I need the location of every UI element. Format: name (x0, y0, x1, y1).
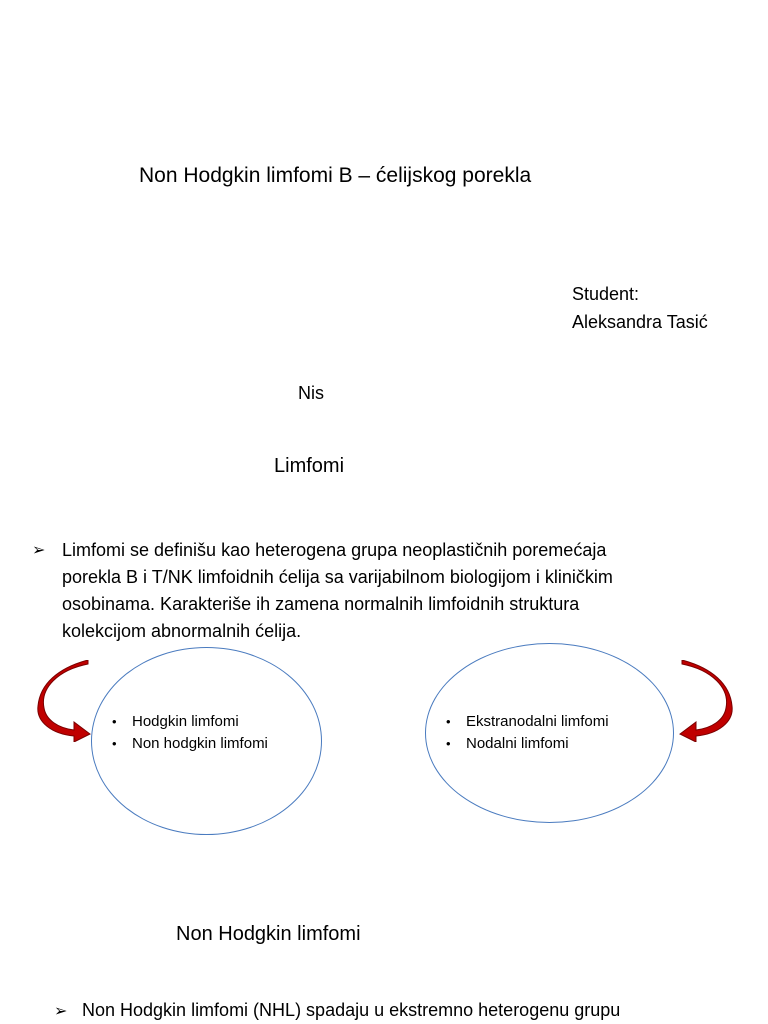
list-item (446, 733, 609, 755)
student-label: Student: (572, 284, 640, 304)
bullet-dot-icon: • (446, 736, 451, 751)
list-item-text: Ekstranodalni limfomi (466, 713, 609, 730)
section-title-nhl: Non Hodgkin limfomi (176, 923, 361, 945)
list-item-text: Non hodgkin limfomi (132, 735, 268, 752)
list-item-text: Nodalni limfomi (466, 735, 569, 752)
bullet-dot-icon: • (112, 714, 117, 729)
paragraph-line: Non Hodgkin limfomi (NHL) spadaju u ekstremno heterogenu grupu (82, 1000, 621, 1020)
city-label: Nis (298, 383, 324, 403)
bullet-list-right (446, 711, 609, 755)
paragraph-line: kolekcijom abnormalnih ćelija. (62, 621, 302, 641)
paragraph-line: porekla B i T/NK limfoidnih ćelija sa varijabilnom biologijom i kliničkim (62, 567, 613, 587)
curved-arrow-left-icon (36, 660, 92, 742)
definition-paragraph (32, 537, 752, 645)
student-name: Aleksandra Tasić (572, 312, 708, 332)
arrow-bullet-icon: ➢ (32, 542, 46, 559)
list-item-text: Hodgkin limfomi (132, 713, 239, 730)
student-info (572, 280, 708, 336)
list-item (112, 711, 268, 733)
nhl-paragraph (54, 1000, 620, 1021)
curved-arrow-right-icon (678, 660, 734, 742)
arrow-bullet-icon: ➢ (54, 1003, 68, 1020)
paragraph-line: Limfomi se definišu kao heterogena grupa neoplastičnih poremećaja (62, 540, 607, 560)
slide-title: Non Hodgkin limfomi B – ćelijskog porekla (139, 164, 532, 187)
list-item (112, 733, 268, 755)
bullet-dot-icon: • (112, 736, 117, 751)
paragraph-line: osobinama. Karakteriše ih zamena normalnih limfoidnih struktura (62, 594, 580, 614)
list-item (446, 711, 609, 733)
bullet-dot-icon: • (446, 714, 451, 729)
section-title-limfomi: Limfomi (274, 455, 345, 477)
bullet-list-left (112, 711, 268, 755)
